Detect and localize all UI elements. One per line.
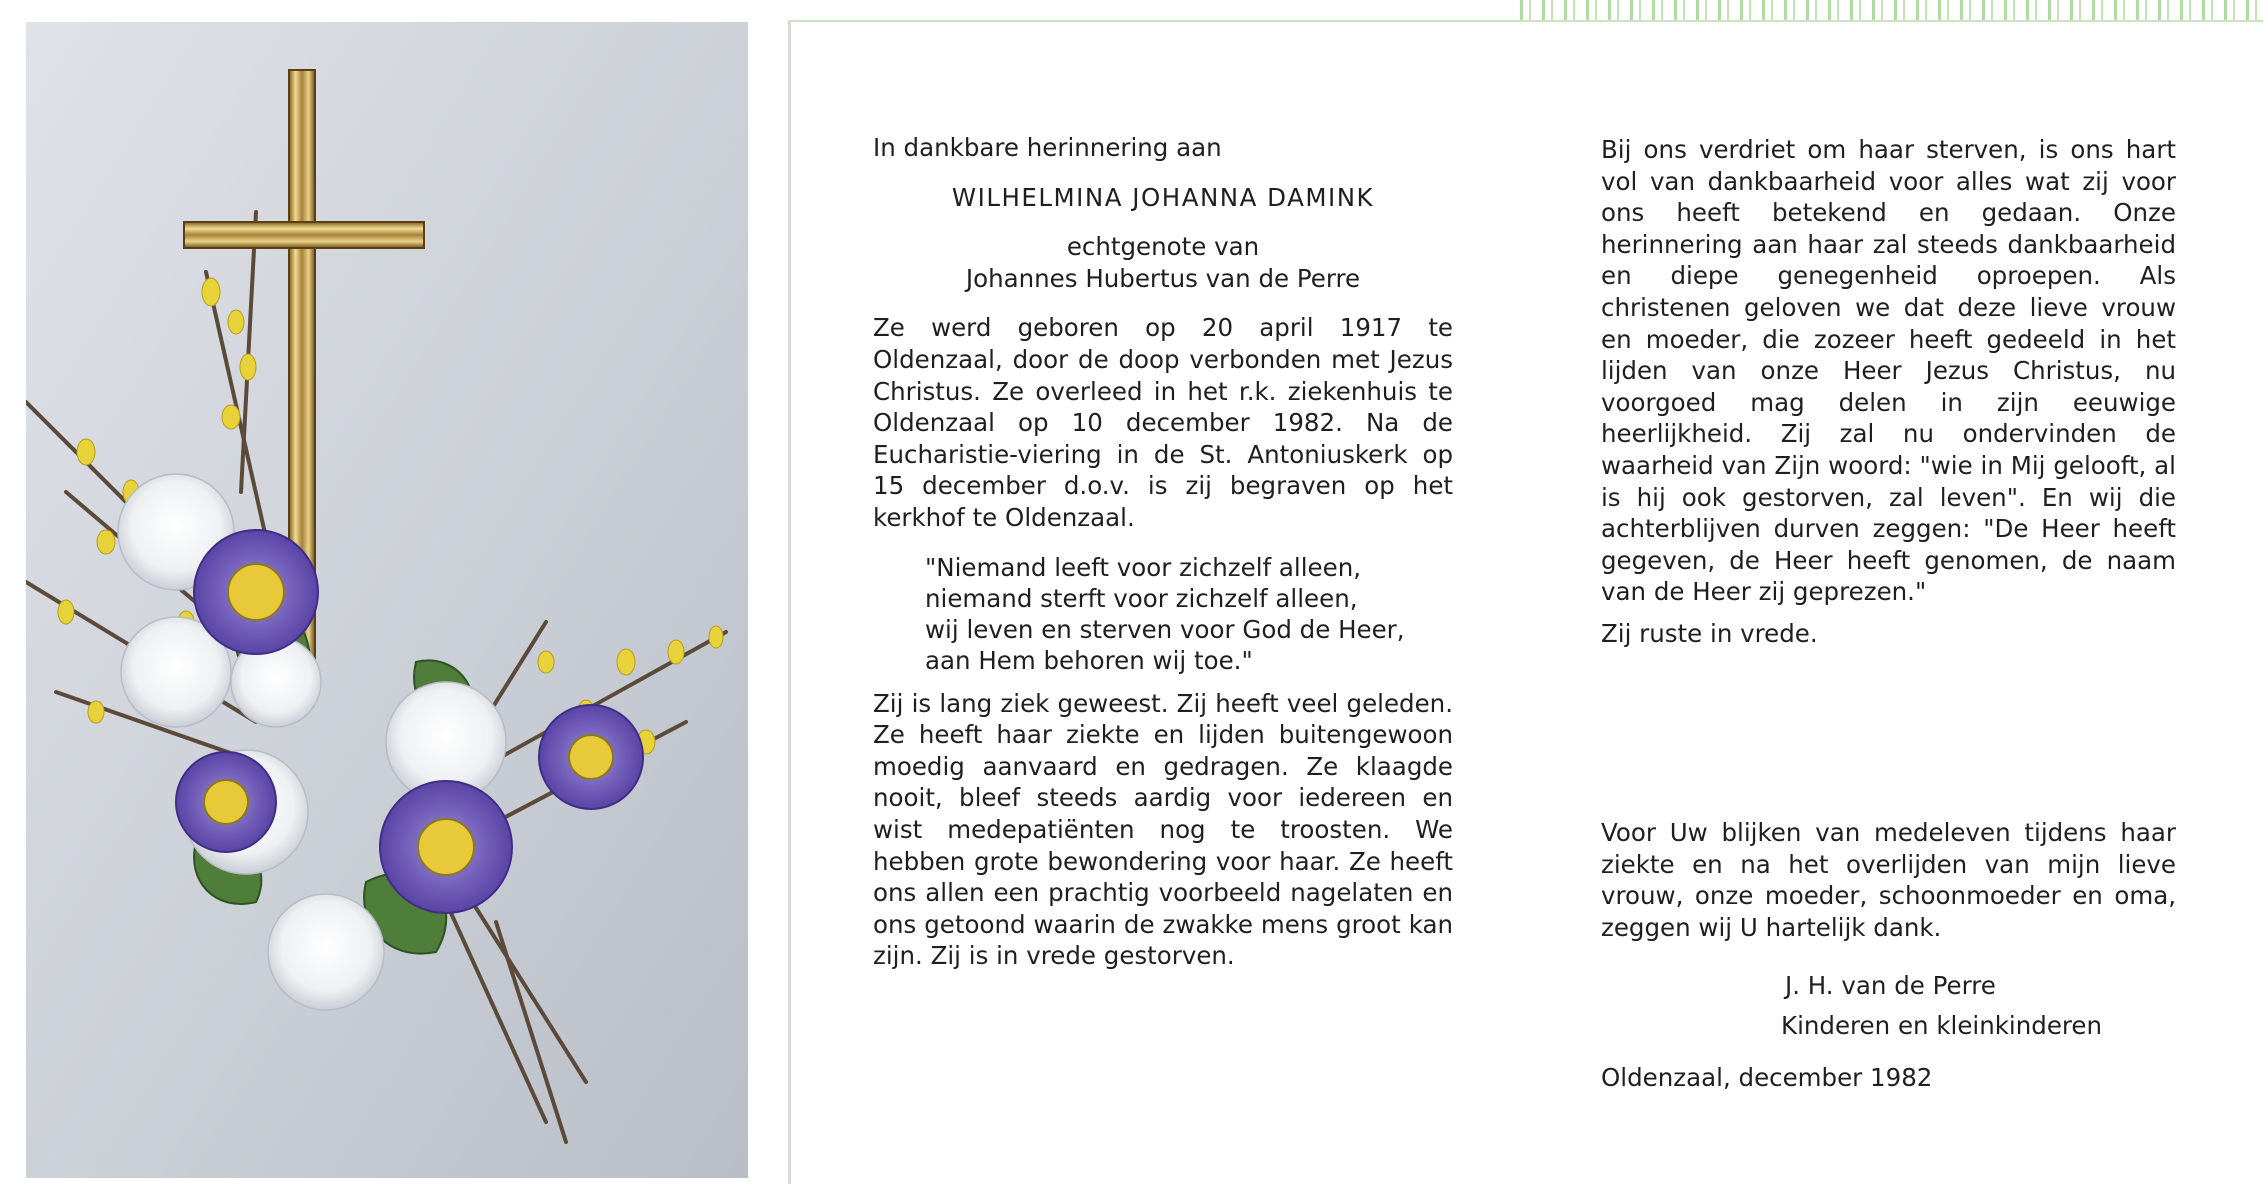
deceased-name: WILHELMINA JOHANNA DAMINK [951, 182, 1375, 212]
right-text-column [1601, 134, 2176, 650]
signature-block [1781, 970, 2181, 1041]
thanks-paragraph: Voor Uw blijken van medeleven tijdens haar ziekte en na het overlijden van mijn lieve vrouw, onze moeder, schoonmoeder en oma, zeggen wij U hartelijk dank. [1601, 818, 2176, 942]
cross-and-flowers-illustration [26, 22, 748, 1178]
spouse-label: echtgenote van [1066, 232, 1260, 262]
poem-quote [873, 552, 1453, 676]
left-text-column [873, 132, 1453, 972]
poem-line: wij leven en sterven voor God de Heer, [925, 614, 1405, 644]
tribute-paragraph: Bij ons verdriet om haar sterven, is ons hart vol van dankbaarheid voor alles wat zij voor ons heeft betekend en gedaan. Onze herinnering aan haar zal steeds dankbaarheid en diepe genegenheid oproepen. Als christenen geloven we dat deze lieve vrouw en moeder, die zozeer heeft gedeeld in het lijden van onze Heer Jezus Christus, nu voorgoed mag delen in zijn eeuwige heerlijkheid. Zij zal nu ondervinden de waarheid van Zijn woord: "wie in Mij gelooft, al is hij ook gestorven, zal leven". En wij die achterblijven durven zeggen: "De Heer heeft gegeven, de Heer heeft genomen, de naam van de Heer zij geprezen." [1601, 135, 2176, 607]
poem-line: "Niemand leeft voor zichzelf alleen, [925, 552, 1362, 582]
illness-paragraph: Zij is lang ziek geweest. Zij heeft veel geleden. Ze heeft haar ziekte en lijden buitengewoon moedig aanvaard en gedragen. Ze klaagde nooit, bleef steeds aardig voor iedereen en wist medepatiënten nog te troosten. We hebben grote bewondering voor haar. Ze heeft ons allen een prachtig voorbeeld nagelaten en ons getoond waarin de zwakke mens groot kan zijn. Zij is in vrede gestorven. [873, 688, 1453, 971]
signature-family: Kinderen en kleinkinderen [1781, 1010, 2103, 1040]
signature-name: J. H. van de Perre [1785, 971, 1996, 1000]
intro-line: In dankbare herinnering aan [873, 133, 1222, 162]
rest-in-peace-line: Zij ruste in vrede. [1601, 618, 1818, 648]
memorial-text-card [788, 20, 2263, 1184]
poem-line: aan Hem behoren wij toe." [925, 645, 1253, 675]
place-and-date: Oldenzaal, december 1982 [1601, 1063, 1933, 1092]
spouse-name: Johannes Hubertus van de Perre [965, 263, 1361, 293]
memorial-picture [26, 22, 748, 1178]
biography-paragraph: Ze werd geboren op 20 april 1917 te Oldenzaal, door de doop verbonden met Jezus Christus. Ze overleed in het r.k. ziekenhuis te Oldenzaal op 10 december 1982. Na de Eucharistie-viering in de St. Antoniuskerk op 15 december d.o.v. is zij begraven op het kerkhof te Oldenzaal. [873, 313, 1453, 532]
poem-line: niemand sterft voor zichzelf alleen, [925, 583, 1358, 613]
